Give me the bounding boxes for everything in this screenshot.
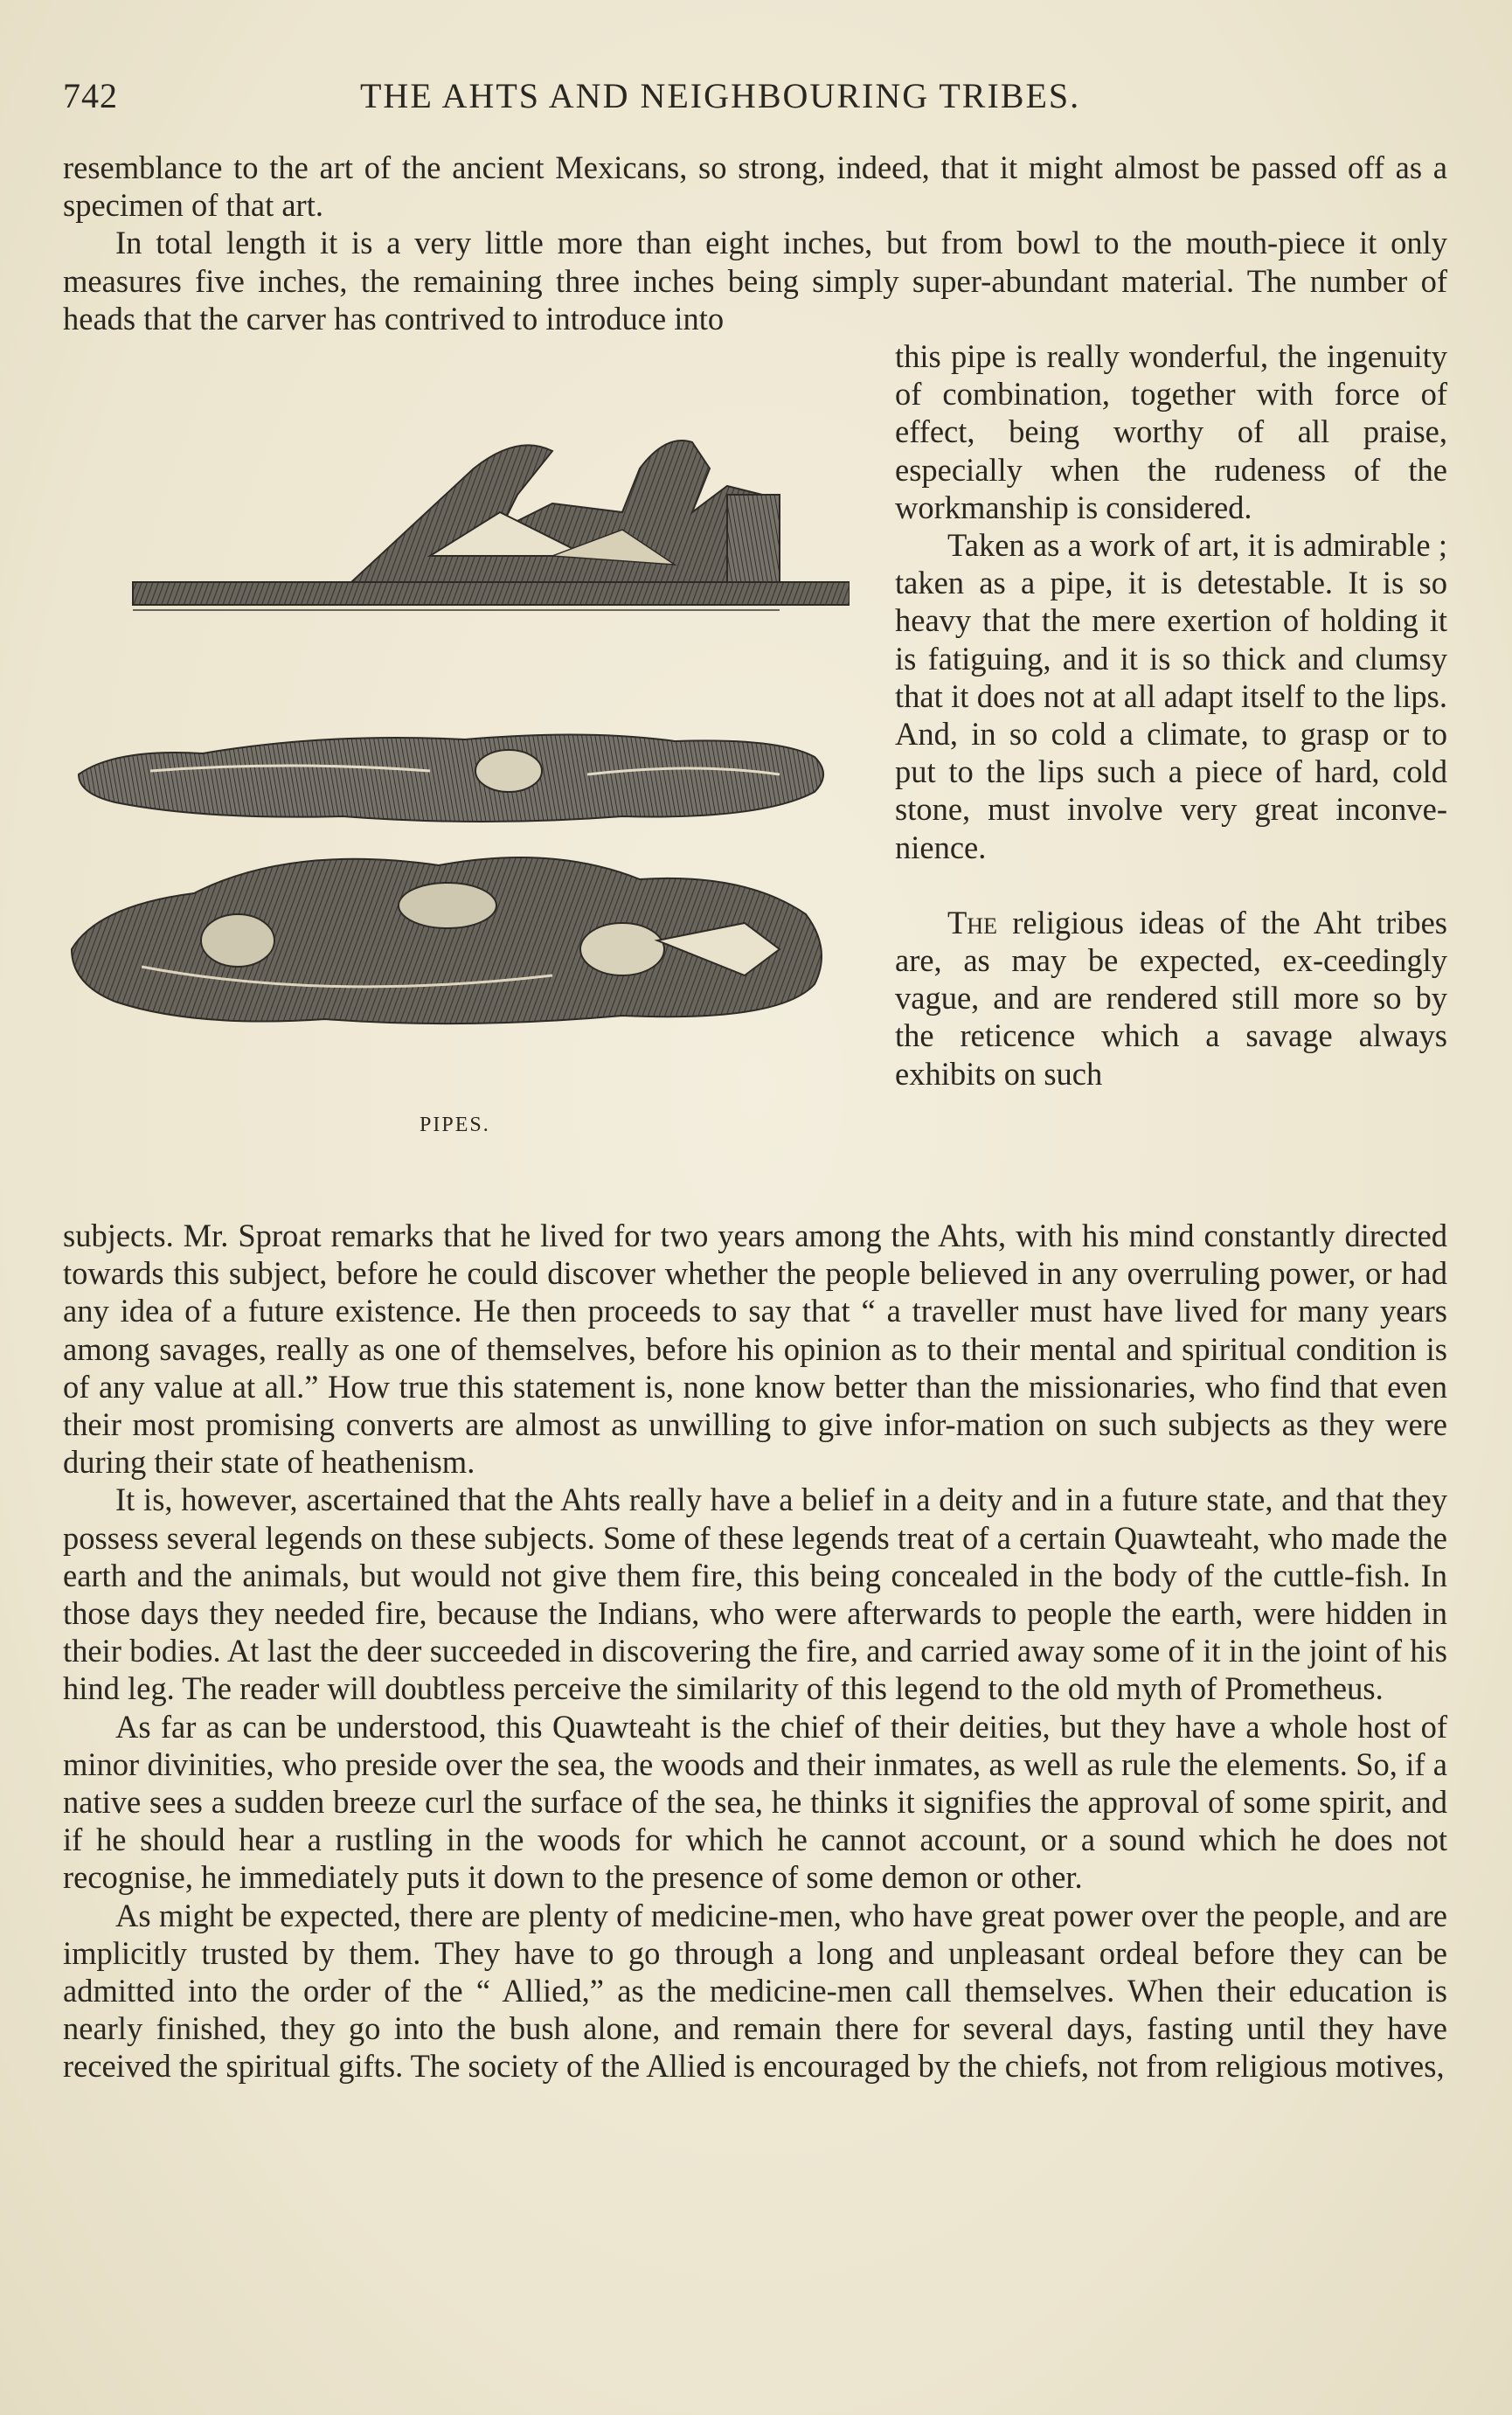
pipe-top-view (79, 734, 823, 822)
paragraph: It is, however, ascertained that the Ahts really have a belief in a deity and in a future state, and that they possess several legends on these subjects. Some of these legends treat of a certain Quawteaht, who made the earth and the animals, but would not give them fire, this being concealed in the body of the cuttle-fish. In those days they needed fire, because the Indians, who were afterwards to people the earth, were hidden in their bodies. At last the deer succeeded in discovering the fire, and carried away some of it in the joint of his hind leg. The reader will doubtless perceive the similarity of this legend to the old myth of Prometheus. (63, 1482, 1447, 1707)
section-lead-word: The (947, 904, 997, 940)
figure-caption: PIPES. (420, 1114, 490, 1136)
side-text-column (895, 337, 1447, 1093)
pipe-underside-view (72, 857, 822, 1024)
paragraph: subjects. Mr. Sproat remarks that he lived for two years among the Ahts, with his mind constantly directed towards this subject, before he could discover whether the people believed in any overruling power, or had any idea of a future existence. He then proceeds to say that “ a traveller must have lived for many years among savages, really as one of themselves, before his opinion as to their mental and spiritual condition is of any value at all.” How true this statement is, none know better than the missionaries, who find that even their most promising converts are almost as unwilling to give infor-mation on such subjects as they were during their state of heathenism. (63, 1218, 1447, 1481)
paragraph: this pipe is really wonderful, the ingenuity of combination, together with force of effect, being worthy of all praise, especially when the rudeness of the workmanship is considered. (895, 338, 1447, 525)
paragraph: As far as can be understood, this Quawteaht is the chief of their deities, but they have a whole host of minor divinities, who preside over the sea, the woods and their inmates, as well as rule the elements. So, if a native sees a sudden breeze curl the surface of the sea, he thinks it signifies the approval of some spirit, and if he should hear a rustling in the woods for which he cannot account, or a sound which he does not recognise, he immediately puts it down to the presence of some demon or other. (63, 1708, 1447, 1896)
pipes-illustration (63, 337, 850, 1107)
section-opening-text: religious ideas of the Aht tribes are, as may be expected, ex-ceedingly vague, and are rendered still more so by the reticence which a savage always exhibits on such (895, 904, 1447, 1092)
lower-text-block (63, 1217, 1447, 2085)
paragraph: In total length it is a very little more than eight inches, but from bowl to the mouth-piece it only measures five inches, the remaining three inches being simply super-abundant material. The number of heads that the carver has contrived to introduce into (63, 225, 1447, 337)
paragraph: Taken as a work of art, it is admirable ; taken as a pipe, it is detestable. It is so heavy that the mere exertion of holding it is fatiguing, and it is so thick and clumsy that it does not at all adapt itself to the lips. And, in so cold a climate, to grasp or to put to the lips such a piece of hard, cold stone, must involve very great inconve-nience. (895, 527, 1447, 865)
paragraph: As might be expected, there are plenty of medicine-men, who have great power over the people, and are implicitly trusted by them. They have to go through a long and unpleasant ordeal before they can be admitted into the order of the “ Allied,” as the medicine-men call themselves. When their education is nearly finished, they go into the bush alone, and remain there for several days, fasting until they have received the spiritual gifts. The society of the Allied is encouraged by the chiefs, not from religious motives, (63, 1897, 1447, 2085)
running-title: THE AHTS AND NEIGHBOURING TRIBES. (360, 76, 1081, 115)
top-text-block (63, 149, 1447, 337)
figure-wrap-area (63, 337, 1447, 1217)
running-header (63, 75, 1461, 128)
page-number: 742 (63, 76, 118, 115)
section-opening-paragraph (895, 904, 1447, 1093)
pipe-side-view (133, 441, 850, 610)
paragraph: resemblance to the art of the ancient Mexicans, so strong, indeed, that it might almost be passed off as a specimen of that art. (63, 149, 1447, 224)
pipes-figure (63, 337, 850, 1217)
